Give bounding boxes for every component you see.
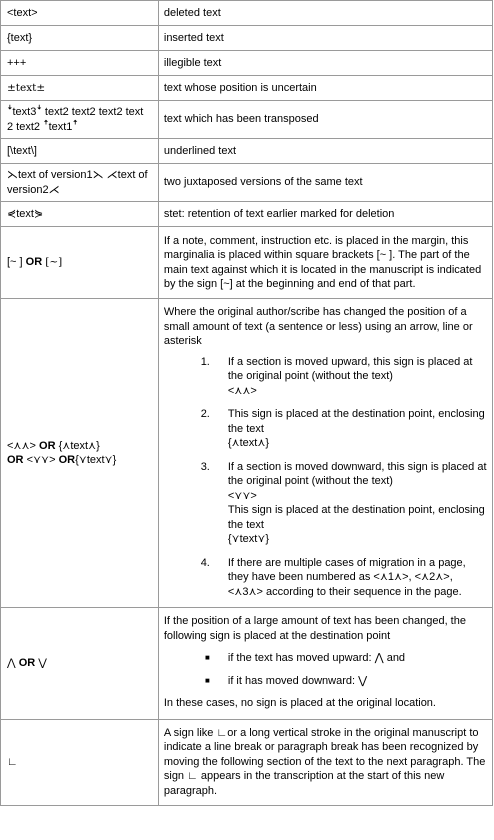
marginalia-sign: [~ ] [7, 256, 23, 269]
square-bullet-icon: ■ [205, 653, 210, 662]
sign-cell: {text} [1, 26, 159, 51]
description-cell: deleted text [158, 1, 492, 26]
migration-intro: Where the original author/scribe has changed the position of a small amount of text (a sentence or less) using an arrow, line or asterisk [163, 306, 473, 347]
sign-cell [1, 299, 159, 608]
or-label: OR [25, 256, 43, 269]
sign-cell [1, 608, 159, 720]
downward-sign: ⋁ [38, 657, 47, 669]
description-cell: stet: retention of text earlier marked for deletion [158, 202, 492, 227]
description-cell: underlined text [158, 139, 492, 164]
sign-cell [1, 227, 159, 299]
table-row-line-break [1, 719, 493, 806]
table-row-migration [1, 299, 493, 608]
list-item: 3. If a section is moved downward, this sign is placed at the original point (without the text) <⋎⋎> This sign is placed at the destination point, enclosing the text {⋎text⋎} [200, 460, 487, 545]
migration-sign-down-text: {⋎text⋎} [75, 454, 117, 466]
list-item: 2. This sign is placed at the destination point, enclosing the text {⋏text⋏} [200, 408, 485, 449]
sign-cell: +++ [1, 51, 159, 76]
description-cell: A sign like ∟or a long vertical stroke in the original manuscript to indicate a line break or paragraph break has been recognized by moving the following section of the text to the next paragraph. The sign ∟ appears in the transcription at the start of this new paragraph. [158, 719, 492, 806]
migration-sign-up-text: {⋏text⋏} [58, 439, 100, 452]
description-cell: text which has been transposed [158, 101, 492, 139]
description-cell: illegible text [158, 51, 492, 76]
sign-cell: ꜜtext3ꜜ text2 text2 text2 text 2 text2 ꜛtext1ꜛ [1, 101, 159, 139]
sign-cell: ∟ [1, 719, 159, 806]
migration-steps [164, 355, 488, 600]
large-move-outro: In these cases, no sign is placed at the original location. [163, 697, 436, 709]
large-move-bullets [164, 651, 488, 688]
list-item: ■ if it has moved downward: ⋁ [164, 674, 488, 689]
table-row [1, 202, 493, 227]
migration-sign-down: <⋎⋎> [26, 454, 56, 466]
table-row-large-move [1, 608, 493, 720]
list-item: 1. If a section is moved upward, this sign is placed at the original point (without the text) <⋏⋏> [200, 355, 473, 397]
description-cell [158, 299, 492, 608]
sign-cell: [\text\] [1, 139, 159, 164]
sign-cell: ±text± [1, 76, 159, 101]
sign-cell: ⋞text⋟ [1, 202, 159, 227]
table-row [1, 164, 493, 202]
sign-cell: ⋋text of version1⋋ ⋌text of version2⋌ [1, 164, 159, 202]
migration-sign-up: <⋏⋏> [7, 439, 36, 452]
or-label: OR [7, 454, 24, 466]
description-cell [158, 608, 492, 720]
description-cell: If a note, comment, instruction etc. is placed in the margin, this marginalia is placed within square brackets [~ ]. The part of the main text against which it is located in the manuscript is indicated by the sign [~] at the beginning and end of that part. [158, 227, 492, 299]
table-row [1, 76, 493, 101]
marginalia-sign-alt: [~] [45, 256, 63, 269]
or-label: OR [39, 439, 56, 452]
or-label: OR [58, 454, 76, 466]
list-item: 4. If there are multiple cases of migration in a page, they have been numbered as <⋏1⋏>, <⋏2⋏>, <⋏3⋏> according to their sequence in the page. [200, 556, 466, 598]
list-item: ■ if the text has moved upward: ⋀ and [164, 651, 488, 666]
table-row-marginalia [1, 227, 493, 299]
table-row [1, 51, 493, 76]
table-row [1, 139, 493, 164]
table-row [1, 1, 493, 26]
upward-sign: ⋀ [7, 657, 16, 669]
sign-cell: <text> [1, 1, 159, 26]
table-row [1, 26, 493, 51]
or-label: OR [18, 657, 36, 669]
description-cell: text whose position is uncertain [158, 76, 492, 101]
description-cell: two juxtaposed versions of the same text [158, 164, 492, 202]
description-cell: inserted text [158, 26, 492, 51]
large-move-intro: If the position of a large amount of text has been changed, the following sign is placed at the destination point [163, 615, 466, 642]
table-row [1, 101, 493, 139]
square-bullet-icon: ■ [205, 675, 210, 685]
